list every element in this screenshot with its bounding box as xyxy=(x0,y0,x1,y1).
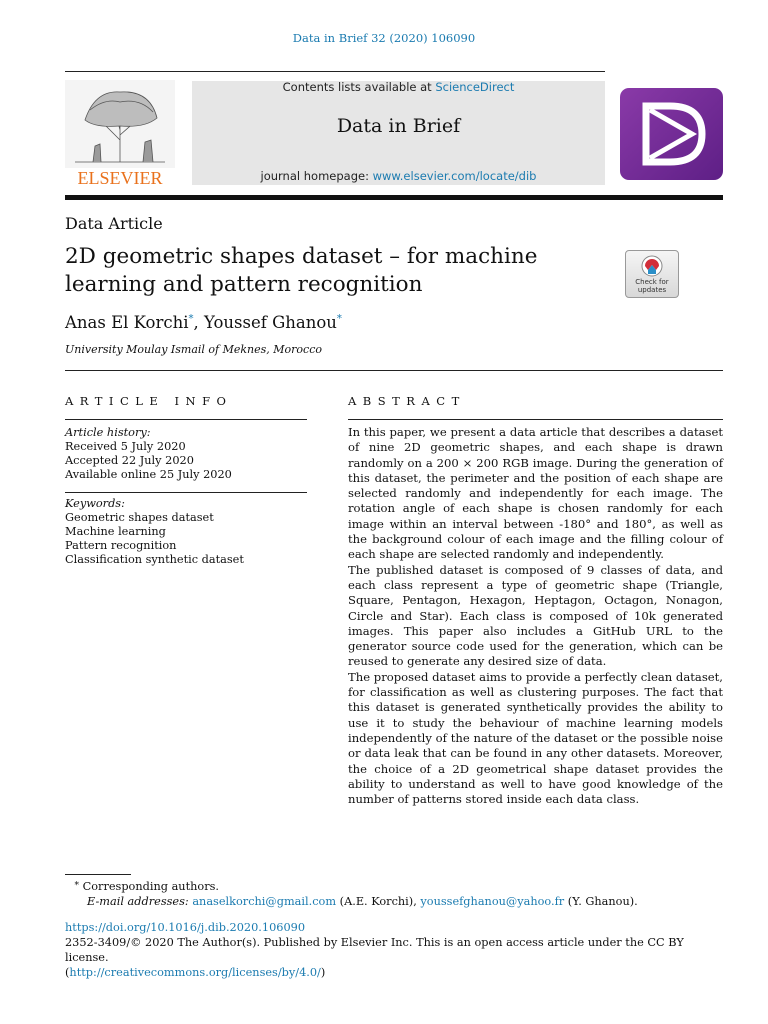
corresponding-text: Corresponding authors. xyxy=(82,880,219,893)
keyword-item: Machine learning xyxy=(65,525,166,538)
license-text: 2352-3409/© 2020 The Author(s). Published by Elsevier Inc. This is an open access article under the CC BY license. xyxy=(65,936,684,964)
affiliation: University Moulay Ismail of Meknes, Morocco xyxy=(65,343,322,356)
email-link[interactable]: anaselkorchi@gmail.com xyxy=(192,895,337,908)
author-mark[interactable]: * xyxy=(188,313,194,325)
footnote-mark: * xyxy=(74,881,79,891)
history-label: Article history: xyxy=(65,426,151,439)
author-name: Anas El Korchi xyxy=(65,313,189,332)
abstract-paragraph: In this paper, we present a data article that describes a dataset of nine 2D geometric shapes, and each shape is drawn randomly on a 200 × 200 RGB image. During the generation of this dataset, the perimeter and the position of each shape are selected randomly and independently for each image. The rotation angle of each shape is chosen randomly for each image within an interval between -180° and 180°, as well as the background colour of each image and the filling colour of each shape are selected randomly and independently. xyxy=(348,425,723,562)
elsevier-tree-logo xyxy=(65,80,175,188)
email-label: E-mail addresses: xyxy=(87,895,189,908)
article-info-rule xyxy=(65,419,307,420)
author-mark[interactable]: * xyxy=(336,313,342,325)
homepage-line xyxy=(192,169,605,183)
crossmark-icon[interactable] xyxy=(625,250,679,298)
sciencedirect-link[interactable]: ScienceDirect xyxy=(435,80,515,94)
homepage-prefix: journal homepage: xyxy=(260,169,373,183)
footnote xyxy=(65,879,725,909)
footnote-rule xyxy=(65,874,131,875)
article-history xyxy=(65,426,307,482)
author-list: Anas El Korchi*, Youssef Ghanou* xyxy=(65,313,342,332)
abstract-body xyxy=(348,425,723,807)
received-date: Received 5 July 2020 xyxy=(65,440,186,453)
article-title: 2D geometric shapes dataset – for machine learning and pattern recognition xyxy=(65,244,538,297)
keywords-label: Keywords: xyxy=(65,497,125,510)
author-name: Youssef Ghanou xyxy=(204,313,337,332)
abstract-heading: ABSTRACT xyxy=(348,394,466,408)
keyword-item: Classification synthetic dataset xyxy=(65,553,244,566)
accepted-date: Accepted 22 July 2020 xyxy=(65,454,194,467)
license-block xyxy=(65,935,725,980)
keyword-item: Geometric shapes dataset xyxy=(65,511,214,524)
section-rule xyxy=(65,370,723,371)
svg-text:Check for: Check for xyxy=(635,278,669,286)
online-date: Available online 25 July 2020 xyxy=(65,468,232,481)
header-thick-rule xyxy=(65,195,723,200)
contents-line xyxy=(192,80,605,94)
keywords-block xyxy=(65,497,307,567)
contents-prefix: Contents lists available at xyxy=(282,80,436,94)
email-owner: (A.E. Korchi), xyxy=(339,895,417,908)
elsevier-wordmark: ELSEVIER xyxy=(77,168,163,188)
license-link[interactable]: http://creativecommons.org/licenses/by/4.0/ xyxy=(69,966,321,979)
top-rule xyxy=(65,71,605,72)
email-link[interactable]: youssefghanou@yahoo.fr xyxy=(420,895,565,908)
keywords-rule xyxy=(65,492,307,493)
journal-citation[interactable]: Data in Brief 32 (2020) 106090 xyxy=(292,31,476,45)
license-url-line: (http://creativecommons.org/licenses/by/4.0/) xyxy=(65,966,326,979)
svg-text:updates: updates xyxy=(637,286,667,294)
article-type: Data Article xyxy=(65,214,163,233)
corresponding-note xyxy=(65,879,725,894)
abstract-paragraph: The published dataset is composed of 9 classes of data, and each class represent a type of geometric shape (Triangle, Square, Pentagon, Hexagon, Heptagon, Octagon, Nonagon, Circle and Star). Each class is composed of 10k generated images. This paper also includes a GitHub URL to the generator source code used for the generation, which can be reused to generate any desired size of data. xyxy=(348,562,723,669)
keyword-item: Pattern recognition xyxy=(65,539,177,552)
abstract-paragraph: The proposed dataset aims to provide a perfectly clean dataset, for classification as well as clustering purposes. The fact that this dataset is generated synthetically provides the ability to use it to study the behaviour of machine learning models independently of the nature of the dataset or the possible noise or data leak that can be found in any other datasets. Moreover, the choice of a 2D geometrical shape dataset provides the ability to understand as well to have good knowledge of the number of patterns stored inside each data class. xyxy=(348,669,723,807)
email-line xyxy=(65,894,725,909)
data-in-brief-logo xyxy=(620,88,723,180)
homepage-link[interactable]: www.elsevier.com/locate/dib xyxy=(372,169,537,183)
abstract-rule xyxy=(348,419,723,420)
article-info-heading: ARTICLE INFO xyxy=(65,394,233,408)
journal-title: Data in Brief xyxy=(336,115,461,137)
doi-link[interactable]: https://doi.org/10.1016/j.dib.2020.106090 xyxy=(65,921,306,934)
email-owner: (Y. Ghanou). xyxy=(567,895,638,908)
